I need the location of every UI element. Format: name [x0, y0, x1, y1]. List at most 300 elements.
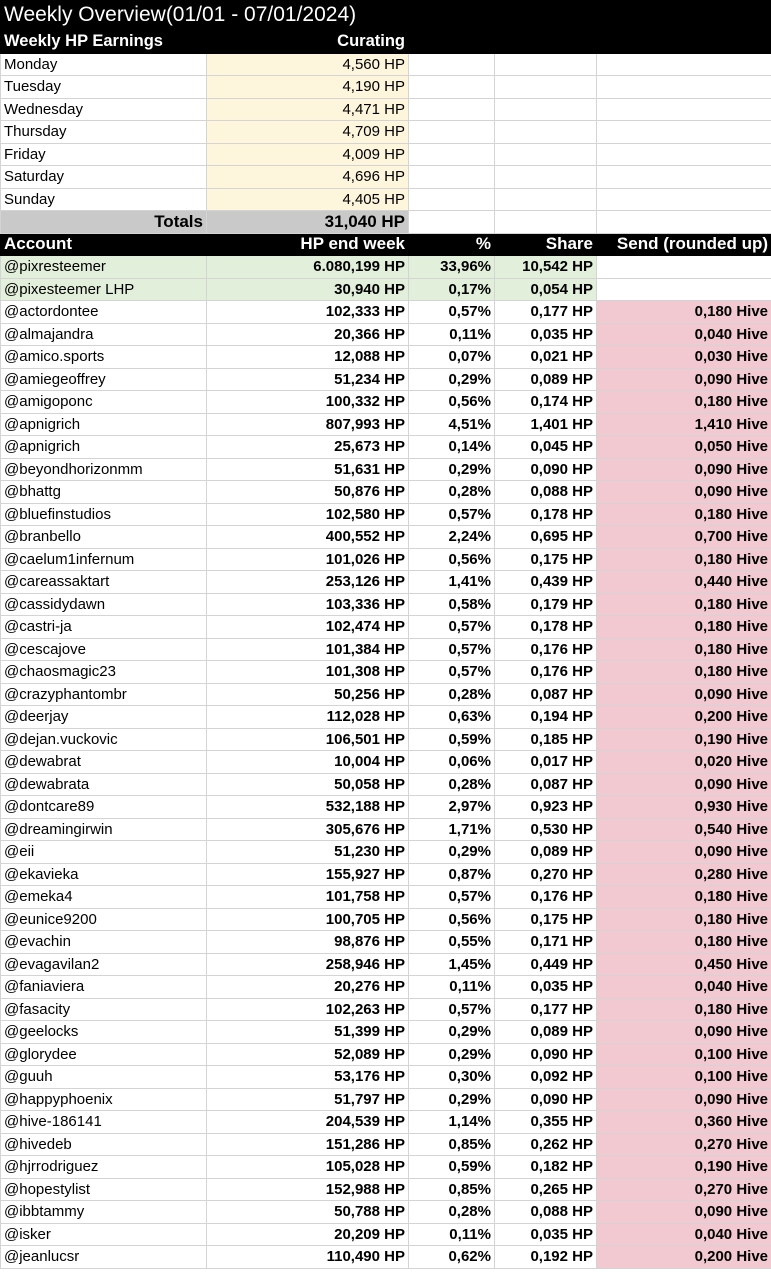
- percent-cell[interactable]: 0,57%: [409, 301, 495, 324]
- send-cell[interactable]: 0,180 Hive: [597, 931, 771, 954]
- col-header-pct[interactable]: %: [409, 233, 495, 256]
- hp-earned-cell[interactable]: 4,190 HP: [207, 76, 409, 99]
- earnings-row: [1, 143, 771, 166]
- percent-cell[interactable]: 0,29%: [409, 1043, 495, 1066]
- account-cell[interactable]: @amiegeoffrey: [1, 368, 207, 391]
- hp-end-week-cell[interactable]: 51,399 HP: [207, 1021, 409, 1044]
- share-cell[interactable]: 0,092 HP: [495, 1066, 597, 1089]
- percent-cell[interactable]: 0,14%: [409, 436, 495, 459]
- account-cell[interactable]: @actordontee: [1, 301, 207, 324]
- share-cell[interactable]: 0,449 HP: [495, 953, 597, 976]
- share-cell[interactable]: 0,179 HP: [495, 593, 597, 616]
- blank-cell[interactable]: [597, 98, 771, 121]
- share-cell[interactable]: 0,054 HP: [495, 278, 597, 301]
- blank-cell[interactable]: [495, 76, 597, 99]
- blank-cell[interactable]: [409, 121, 495, 144]
- hp-end-week-cell[interactable]: 101,308 HP: [207, 661, 409, 684]
- hp-end-week-cell[interactable]: 10,004 HP: [207, 751, 409, 774]
- hp-end-week-cell[interactable]: 30,940 HP: [207, 278, 409, 301]
- share-cell[interactable]: 0,178 HP: [495, 503, 597, 526]
- hp-end-week-cell[interactable]: 101,384 HP: [207, 638, 409, 661]
- share-cell[interactable]: 0,171 HP: [495, 931, 597, 954]
- share-cell[interactable]: 0,439 HP: [495, 571, 597, 594]
- account-cell[interactable]: @glorydee: [1, 1043, 207, 1066]
- blank-cell[interactable]: [409, 166, 495, 189]
- hp-end-week-cell[interactable]: 532,188 HP: [207, 796, 409, 819]
- account-cell[interactable]: @geelocks: [1, 1021, 207, 1044]
- hp-end-week-cell[interactable]: 102,333 HP: [207, 301, 409, 324]
- account-cell[interactable]: @pixesteemer LHP: [1, 278, 207, 301]
- send-cell[interactable]: [597, 278, 771, 301]
- percent-cell[interactable]: 0,57%: [409, 661, 495, 684]
- percent-cell[interactable]: 0,56%: [409, 908, 495, 931]
- share-cell[interactable]: 0,530 HP: [495, 818, 597, 841]
- account-cell[interactable]: @cescajove: [1, 638, 207, 661]
- earnings-header-label[interactable]: Weekly HP Earnings: [1, 31, 207, 54]
- account-row: [1, 1066, 771, 1089]
- account-cell[interactable]: @amigoponc: [1, 391, 207, 414]
- hp-end-week-cell[interactable]: 50,876 HP: [207, 481, 409, 504]
- blank-cell[interactable]: [409, 53, 495, 76]
- share-cell[interactable]: 0,177 HP: [495, 301, 597, 324]
- percent-cell[interactable]: 0,28%: [409, 481, 495, 504]
- percent-cell[interactable]: 0,30%: [409, 1066, 495, 1089]
- percent-cell[interactable]: 1,14%: [409, 1111, 495, 1134]
- account-row: [1, 346, 771, 369]
- share-cell[interactable]: 0,265 HP: [495, 1178, 597, 1201]
- blank-cell[interactable]: [409, 211, 495, 234]
- share-cell[interactable]: 10,542 HP: [495, 256, 597, 279]
- share-cell[interactable]: 0,035 HP: [495, 323, 597, 346]
- send-cell[interactable]: 0,040 Hive: [597, 976, 771, 999]
- percent-cell[interactable]: 0,29%: [409, 1088, 495, 1111]
- account-cell[interactable]: @apnigrich: [1, 413, 207, 436]
- send-cell[interactable]: 0,190 Hive: [597, 728, 771, 751]
- share-cell[interactable]: 0,194 HP: [495, 706, 597, 729]
- account-cell[interactable]: @beyondhorizonmm: [1, 458, 207, 481]
- hp-end-week-cell[interactable]: 53,176 HP: [207, 1066, 409, 1089]
- percent-cell[interactable]: 0,11%: [409, 1223, 495, 1246]
- percent-cell[interactable]: 0,56%: [409, 548, 495, 571]
- account-cell[interactable]: @branbello: [1, 526, 207, 549]
- account-row: [1, 1111, 771, 1134]
- hp-end-week-cell[interactable]: 106,501 HP: [207, 728, 409, 751]
- account-row: [1, 976, 771, 999]
- percent-cell[interactable]: 0,57%: [409, 638, 495, 661]
- send-cell[interactable]: 0,180 Hive: [597, 301, 771, 324]
- account-row: [1, 368, 771, 391]
- spreadsheet: [0, 30, 771, 1269]
- blank-cell[interactable]: [597, 188, 771, 211]
- hp-end-week-cell[interactable]: 51,234 HP: [207, 368, 409, 391]
- send-cell[interactable]: 0,180 Hive: [597, 548, 771, 571]
- percent-cell[interactable]: 0,11%: [409, 976, 495, 999]
- percent-cell[interactable]: 0,11%: [409, 323, 495, 346]
- share-cell[interactable]: 0,088 HP: [495, 1201, 597, 1224]
- blank-cell[interactable]: [597, 53, 771, 76]
- account-cell[interactable]: @happyphoenix: [1, 1088, 207, 1111]
- day-cell[interactable]: Sunday: [1, 188, 207, 211]
- share-cell[interactable]: 0,087 HP: [495, 683, 597, 706]
- share-cell[interactable]: 0,035 HP: [495, 976, 597, 999]
- account-cell[interactable]: @deerjay: [1, 706, 207, 729]
- day-cell[interactable]: Tuesday: [1, 76, 207, 99]
- percent-cell[interactable]: 0,29%: [409, 841, 495, 864]
- send-cell[interactable]: 0,450 Hive: [597, 953, 771, 976]
- send-cell[interactable]: 0,090 Hive: [597, 481, 771, 504]
- hp-end-week-cell[interactable]: 110,490 HP: [207, 1246, 409, 1269]
- earnings-row: [1, 98, 771, 121]
- earnings-row: [1, 166, 771, 189]
- share-cell[interactable]: 0,176 HP: [495, 886, 597, 909]
- percent-cell[interactable]: 0,85%: [409, 1178, 495, 1201]
- hp-end-week-cell[interactable]: 20,366 HP: [207, 323, 409, 346]
- day-cell[interactable]: Friday: [1, 143, 207, 166]
- send-cell[interactable]: 0,540 Hive: [597, 818, 771, 841]
- share-cell[interactable]: 0,174 HP: [495, 391, 597, 414]
- percent-cell[interactable]: 0,28%: [409, 773, 495, 796]
- blank-cell[interactable]: [409, 188, 495, 211]
- share-cell[interactable]: 0,262 HP: [495, 1133, 597, 1156]
- send-cell[interactable]: 0,270 Hive: [597, 1133, 771, 1156]
- send-cell[interactable]: 0,090 Hive: [597, 368, 771, 391]
- account-row: [1, 323, 771, 346]
- share-cell[interactable]: 0,087 HP: [495, 773, 597, 796]
- percent-cell[interactable]: 0,59%: [409, 1156, 495, 1179]
- account-row: [1, 1178, 771, 1201]
- hp-end-week-cell[interactable]: 51,797 HP: [207, 1088, 409, 1111]
- send-cell[interactable]: 0,090 Hive: [597, 683, 771, 706]
- send-cell[interactable]: 0,180 Hive: [597, 616, 771, 639]
- hp-end-week-cell[interactable]: 50,788 HP: [207, 1201, 409, 1224]
- account-cell[interactable]: @chaosmagic23: [1, 661, 207, 684]
- hp-end-week-cell[interactable]: 102,263 HP: [207, 998, 409, 1021]
- account-cell[interactable]: @ibbtammy: [1, 1201, 207, 1224]
- account-cell[interactable]: @bhattg: [1, 481, 207, 504]
- send-cell[interactable]: 0,200 Hive: [597, 1246, 771, 1269]
- hp-end-week-cell[interactable]: 807,993 HP: [207, 413, 409, 436]
- account-cell[interactable]: @jeanlucsr: [1, 1246, 207, 1269]
- percent-cell[interactable]: 0,58%: [409, 593, 495, 616]
- send-cell[interactable]: 0,050 Hive: [597, 436, 771, 459]
- send-cell[interactable]: 0,180 Hive: [597, 886, 771, 909]
- hp-end-week-cell[interactable]: 25,673 HP: [207, 436, 409, 459]
- percent-cell[interactable]: 0,29%: [409, 1021, 495, 1044]
- blank-cell[interactable]: [495, 98, 597, 121]
- blank-cell[interactable]: [597, 76, 771, 99]
- send-cell[interactable]: 0,180 Hive: [597, 391, 771, 414]
- send-cell[interactable]: 0,700 Hive: [597, 526, 771, 549]
- share-cell[interactable]: 0,178 HP: [495, 616, 597, 639]
- percent-cell[interactable]: 1,71%: [409, 818, 495, 841]
- blank-cell[interactable]: [597, 166, 771, 189]
- percent-cell[interactable]: 0,29%: [409, 458, 495, 481]
- share-cell[interactable]: 0,045 HP: [495, 436, 597, 459]
- percent-cell[interactable]: 0,55%: [409, 931, 495, 954]
- account-cell[interactable]: @almajandra: [1, 323, 207, 346]
- hp-end-week-cell[interactable]: 52,089 HP: [207, 1043, 409, 1066]
- send-cell[interactable]: 0,100 Hive: [597, 1066, 771, 1089]
- hp-earned-cell[interactable]: 4,560 HP: [207, 53, 409, 76]
- send-cell[interactable]: 1,410 Hive: [597, 413, 771, 436]
- percent-cell[interactable]: 0,85%: [409, 1133, 495, 1156]
- percent-cell[interactable]: 0,57%: [409, 886, 495, 909]
- blank-cell[interactable]: [597, 211, 771, 234]
- blank-cell[interactable]: [409, 98, 495, 121]
- hp-earned-cell[interactable]: 4,709 HP: [207, 121, 409, 144]
- account-cell[interactable]: @hopestylist: [1, 1178, 207, 1201]
- hp-end-week-cell[interactable]: 112,028 HP: [207, 706, 409, 729]
- hp-earned-cell[interactable]: 4,696 HP: [207, 166, 409, 189]
- hp-earned-cell[interactable]: 4,471 HP: [207, 98, 409, 121]
- send-cell[interactable]: 0,180 Hive: [597, 638, 771, 661]
- hp-end-week-cell[interactable]: 102,474 HP: [207, 616, 409, 639]
- percent-cell[interactable]: 0,87%: [409, 863, 495, 886]
- share-cell[interactable]: 0,923 HP: [495, 796, 597, 819]
- send-cell[interactable]: 0,020 Hive: [597, 751, 771, 774]
- send-cell[interactable]: 0,180 Hive: [597, 503, 771, 526]
- hp-end-week-cell[interactable]: 12,088 HP: [207, 346, 409, 369]
- account-cell[interactable]: @hive-186141: [1, 1111, 207, 1134]
- share-cell[interactable]: 0,017 HP: [495, 751, 597, 774]
- blank-cell[interactable]: [409, 31, 495, 54]
- blank-cell[interactable]: [597, 31, 771, 54]
- account-cell[interactable]: @hjrrodriguez: [1, 1156, 207, 1179]
- send-cell[interactable]: 0,040 Hive: [597, 323, 771, 346]
- hp-end-week-cell[interactable]: 51,230 HP: [207, 841, 409, 864]
- share-cell[interactable]: 0,182 HP: [495, 1156, 597, 1179]
- account-row: [1, 998, 771, 1021]
- send-cell[interactable]: 0,180 Hive: [597, 661, 771, 684]
- share-cell[interactable]: 0,090 HP: [495, 458, 597, 481]
- hp-end-week-cell[interactable]: 258,946 HP: [207, 953, 409, 976]
- account-cell[interactable]: @faniaviera: [1, 976, 207, 999]
- hp-end-week-cell[interactable]: 20,209 HP: [207, 1223, 409, 1246]
- hp-end-week-cell[interactable]: 50,256 HP: [207, 683, 409, 706]
- account-cell[interactable]: @dejan.vuckovic: [1, 728, 207, 751]
- account-row: [1, 278, 771, 301]
- share-cell[interactable]: 0,089 HP: [495, 1021, 597, 1044]
- percent-cell[interactable]: 0,56%: [409, 391, 495, 414]
- hp-end-week-cell[interactable]: 51,631 HP: [207, 458, 409, 481]
- percent-cell[interactable]: 0,59%: [409, 728, 495, 751]
- col-header-hp[interactable]: HP end week: [207, 233, 409, 256]
- percent-cell[interactable]: 4,51%: [409, 413, 495, 436]
- share-cell[interactable]: 0,090 HP: [495, 1088, 597, 1111]
- send-cell[interactable]: 0,090 Hive: [597, 1088, 771, 1111]
- account-cell[interactable]: @cassidydawn: [1, 593, 207, 616]
- day-cell[interactable]: Wednesday: [1, 98, 207, 121]
- hp-end-week-cell[interactable]: 6.080,199 HP: [207, 256, 409, 279]
- blank-cell[interactable]: [495, 121, 597, 144]
- hp-end-week-cell[interactable]: 204,539 HP: [207, 1111, 409, 1134]
- totals-row: [1, 211, 771, 234]
- account-cell[interactable]: @eunice9200: [1, 908, 207, 931]
- hp-end-week-cell[interactable]: 20,276 HP: [207, 976, 409, 999]
- account-cell[interactable]: @careassaktart: [1, 571, 207, 594]
- send-cell[interactable]: 0,090 Hive: [597, 1021, 771, 1044]
- earnings-row: [1, 121, 771, 144]
- account-cell[interactable]: @evachin: [1, 931, 207, 954]
- hp-end-week-cell[interactable]: 100,332 HP: [207, 391, 409, 414]
- share-cell[interactable]: 0,176 HP: [495, 661, 597, 684]
- hp-end-week-cell[interactable]: 101,758 HP: [207, 886, 409, 909]
- col-header-share[interactable]: Share: [495, 233, 597, 256]
- percent-cell[interactable]: 1,45%: [409, 953, 495, 976]
- account-row: [1, 391, 771, 414]
- blank-cell[interactable]: [495, 166, 597, 189]
- day-cell[interactable]: Saturday: [1, 166, 207, 189]
- hp-end-week-cell[interactable]: 305,676 HP: [207, 818, 409, 841]
- share-cell[interactable]: 0,175 HP: [495, 548, 597, 571]
- percent-cell[interactable]: 33,96%: [409, 256, 495, 279]
- col-header-account[interactable]: Account: [1, 233, 207, 256]
- account-cell[interactable]: @castri-ja: [1, 616, 207, 639]
- account-cell[interactable]: @fasacity: [1, 998, 207, 1021]
- totals-label[interactable]: Totals: [1, 211, 207, 234]
- account-cell[interactable]: @pixresteemer: [1, 256, 207, 279]
- hp-end-week-cell[interactable]: 100,705 HP: [207, 908, 409, 931]
- account-row: [1, 908, 771, 931]
- share-cell[interactable]: 0,695 HP: [495, 526, 597, 549]
- account-row: [1, 863, 771, 886]
- percent-cell[interactable]: 1,41%: [409, 571, 495, 594]
- hp-earned-cell[interactable]: 4,405 HP: [207, 188, 409, 211]
- send-cell[interactable]: 0,280 Hive: [597, 863, 771, 886]
- account-row: [1, 548, 771, 571]
- send-cell[interactable]: 0,180 Hive: [597, 908, 771, 931]
- share-cell[interactable]: 0,355 HP: [495, 1111, 597, 1134]
- earnings-header-value[interactable]: Curating: [207, 31, 409, 54]
- account-cell[interactable]: @dontcare89: [1, 796, 207, 819]
- hp-end-week-cell[interactable]: 98,876 HP: [207, 931, 409, 954]
- percent-cell[interactable]: 2,97%: [409, 796, 495, 819]
- account-row: [1, 886, 771, 909]
- percent-cell[interactable]: 0,07%: [409, 346, 495, 369]
- blank-cell[interactable]: [597, 143, 771, 166]
- hp-end-week-cell[interactable]: 103,336 HP: [207, 593, 409, 616]
- hp-end-week-cell[interactable]: 253,126 HP: [207, 571, 409, 594]
- percent-cell[interactable]: 0,63%: [409, 706, 495, 729]
- blank-cell[interactable]: [495, 53, 597, 76]
- account-cell[interactable]: @evagavilan2: [1, 953, 207, 976]
- blank-cell[interactable]: [495, 143, 597, 166]
- hp-end-week-cell[interactable]: 152,988 HP: [207, 1178, 409, 1201]
- totals-value[interactable]: 31,040 HP: [207, 211, 409, 234]
- send-cell[interactable]: 0,090 Hive: [597, 841, 771, 864]
- send-cell[interactable]: 0,200 Hive: [597, 706, 771, 729]
- account-cell[interactable]: @dreamingirwin: [1, 818, 207, 841]
- account-cell[interactable]: @caelum1infernum: [1, 548, 207, 571]
- send-cell[interactable]: 0,030 Hive: [597, 346, 771, 369]
- hp-end-week-cell[interactable]: 151,286 HP: [207, 1133, 409, 1156]
- account-cell[interactable]: @crazyphantombr: [1, 683, 207, 706]
- percent-cell[interactable]: 0,06%: [409, 751, 495, 774]
- hp-end-week-cell[interactable]: 50,058 HP: [207, 773, 409, 796]
- hp-earned-cell[interactable]: 4,009 HP: [207, 143, 409, 166]
- account-cell[interactable]: @ekavieka: [1, 863, 207, 886]
- hp-end-week-cell[interactable]: 101,026 HP: [207, 548, 409, 571]
- share-cell[interactable]: 0,175 HP: [495, 908, 597, 931]
- send-cell[interactable]: [597, 256, 771, 279]
- share-cell[interactable]: 0,088 HP: [495, 481, 597, 504]
- send-cell[interactable]: 0,100 Hive: [597, 1043, 771, 1066]
- account-cell[interactable]: @bluefinstudios: [1, 503, 207, 526]
- hp-end-week-cell[interactable]: 102,580 HP: [207, 503, 409, 526]
- account-row: [1, 751, 771, 774]
- send-cell[interactable]: 0,180 Hive: [597, 998, 771, 1021]
- share-cell[interactable]: 1,401 HP: [495, 413, 597, 436]
- send-cell[interactable]: 0,270 Hive: [597, 1178, 771, 1201]
- blank-cell[interactable]: [409, 143, 495, 166]
- day-cell[interactable]: Monday: [1, 53, 207, 76]
- account-cell[interactable]: @eii: [1, 841, 207, 864]
- share-cell[interactable]: 0,021 HP: [495, 346, 597, 369]
- col-header-send[interactable]: Send (rounded up): [597, 233, 771, 256]
- share-cell[interactable]: 0,270 HP: [495, 863, 597, 886]
- hp-end-week-cell[interactable]: 400,552 HP: [207, 526, 409, 549]
- share-cell[interactable]: 0,185 HP: [495, 728, 597, 751]
- percent-cell[interactable]: 2,24%: [409, 526, 495, 549]
- account-cell[interactable]: @emeka4: [1, 886, 207, 909]
- account-row: [1, 818, 771, 841]
- share-cell[interactable]: 0,090 HP: [495, 1043, 597, 1066]
- share-cell[interactable]: 0,192 HP: [495, 1246, 597, 1269]
- send-cell[interactable]: 0,040 Hive: [597, 1223, 771, 1246]
- send-cell[interactable]: 0,090 Hive: [597, 773, 771, 796]
- share-cell[interactable]: 0,035 HP: [495, 1223, 597, 1246]
- account-row: [1, 593, 771, 616]
- account-row: [1, 1088, 771, 1111]
- send-cell[interactable]: 0,090 Hive: [597, 458, 771, 481]
- account-cell[interactable]: @guuh: [1, 1066, 207, 1089]
- account-cell[interactable]: @isker: [1, 1223, 207, 1246]
- share-cell[interactable]: 0,089 HP: [495, 841, 597, 864]
- send-cell[interactable]: 0,090 Hive: [597, 1201, 771, 1224]
- account-cell[interactable]: @amico.sports: [1, 346, 207, 369]
- account-cell[interactable]: @hivedeb: [1, 1133, 207, 1156]
- percent-cell[interactable]: 0,29%: [409, 368, 495, 391]
- percent-cell[interactable]: 0,28%: [409, 683, 495, 706]
- day-cell[interactable]: Thursday: [1, 121, 207, 144]
- percent-cell[interactable]: 0,28%: [409, 1201, 495, 1224]
- percent-cell[interactable]: 0,57%: [409, 998, 495, 1021]
- percent-cell[interactable]: 0,62%: [409, 1246, 495, 1269]
- percent-cell[interactable]: 0,17%: [409, 278, 495, 301]
- send-cell[interactable]: 0,360 Hive: [597, 1111, 771, 1134]
- blank-cell[interactable]: [409, 76, 495, 99]
- blank-cell[interactable]: [495, 31, 597, 54]
- blank-cell[interactable]: [495, 188, 597, 211]
- account-row: [1, 571, 771, 594]
- hp-end-week-cell[interactable]: 105,028 HP: [207, 1156, 409, 1179]
- send-cell[interactable]: 0,930 Hive: [597, 796, 771, 819]
- percent-cell[interactable]: 0,57%: [409, 503, 495, 526]
- blank-cell[interactable]: [597, 121, 771, 144]
- account-cell[interactable]: @dewabrat: [1, 751, 207, 774]
- share-cell[interactable]: 0,089 HP: [495, 368, 597, 391]
- hp-end-week-cell[interactable]: 155,927 HP: [207, 863, 409, 886]
- blank-cell[interactable]: [495, 211, 597, 234]
- send-cell[interactable]: 0,440 Hive: [597, 571, 771, 594]
- percent-cell[interactable]: 0,57%: [409, 616, 495, 639]
- share-cell[interactable]: 0,176 HP: [495, 638, 597, 661]
- share-cell[interactable]: 0,177 HP: [495, 998, 597, 1021]
- account-cell[interactable]: @dewabrata: [1, 773, 207, 796]
- send-cell[interactable]: 0,190 Hive: [597, 1156, 771, 1179]
- account-cell[interactable]: @apnigrich: [1, 436, 207, 459]
- send-cell[interactable]: 0,180 Hive: [597, 593, 771, 616]
